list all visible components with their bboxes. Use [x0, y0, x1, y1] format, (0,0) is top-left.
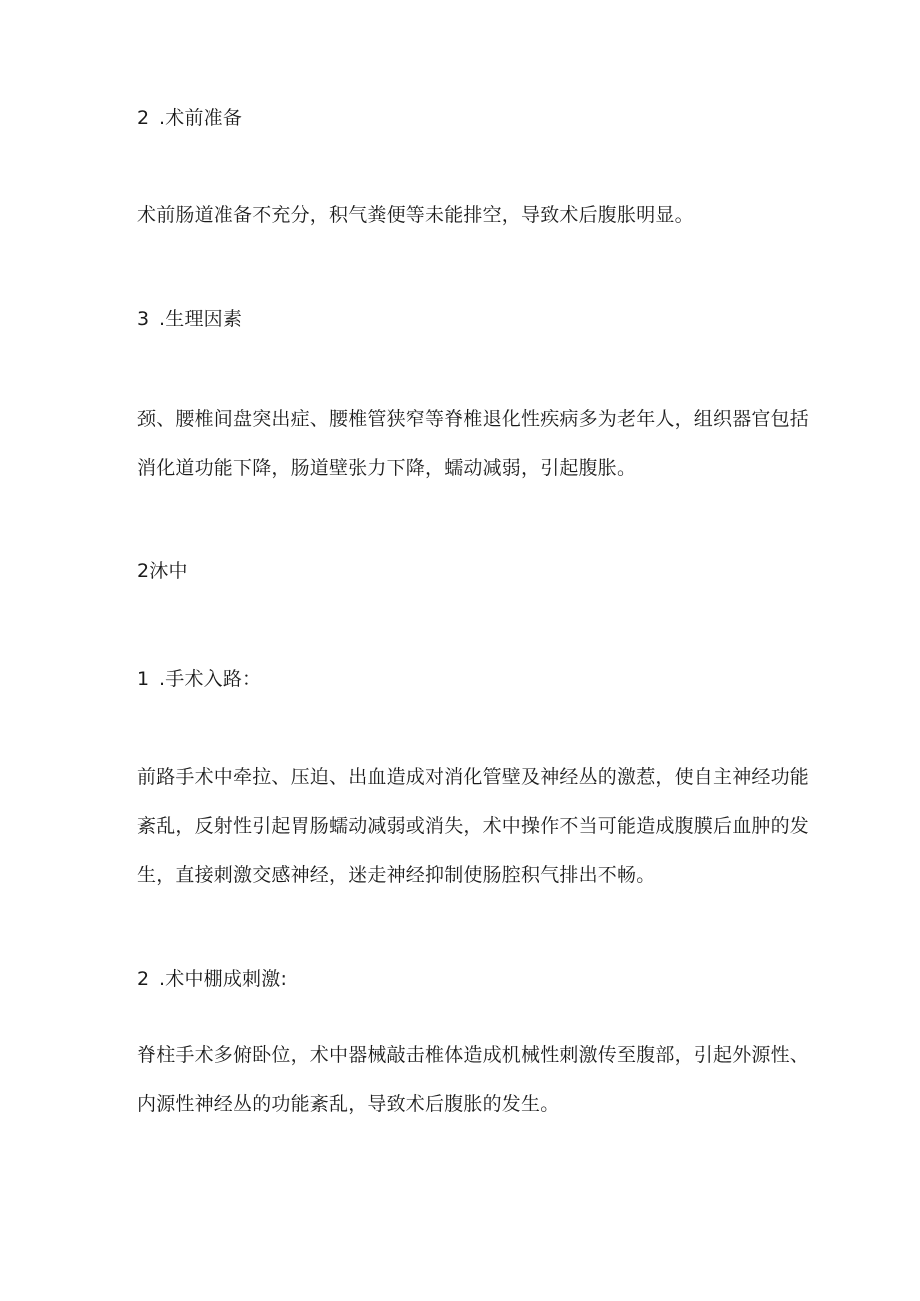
heading-physiological-factors: [137, 307, 242, 331]
paragraph-physiological-line-2: 消化道功能下降，肠道壁张力下降，蠕动减弱，引起腹胀。: [137, 457, 637, 479]
paragraph-preop-preparation: 术前肠道准备不充分，积气粪便等未能排空，导致术后腹胀明显。: [137, 204, 694, 226]
heading-number: 3: [137, 308, 150, 330]
heading-text: .手术入路：: [159, 668, 262, 690]
paragraph-approach-line-1: 前路手术中牵拉、压迫、出血造成对消化管壁及神经丛的激惹，使自主神经功能: [137, 766, 810, 788]
heading-text: .生理因素: [159, 308, 243, 330]
heading-number: 2: [137, 107, 150, 129]
heading-intraop-stimulation: [137, 967, 287, 991]
paragraph-stimulation-line-2: 内源性神经丛的功能紊乱，导致术后腹胀的发生。: [137, 1093, 560, 1115]
heading-number: 2: [137, 968, 150, 990]
paragraph-approach-line-3: 生，直接刺激交感神经，迷走神经抑制使肠腔积气排出不畅。: [137, 864, 656, 886]
paragraph-approach-line-2: 紊乱，反射性引起胃肠蠕动减弱或消失，术中操作不当可能造成腹膜后血肿的发: [137, 815, 810, 837]
heading-number: 1: [137, 668, 150, 690]
heading-preop-preparation: [137, 106, 242, 130]
heading-intraoperative: 2沐中: [137, 560, 188, 582]
paragraph-stimulation-line-1: 脊柱手术多俯卧位，术中器械敲击椎体造成机械性刺激传至腹部，引起外源性、: [137, 1044, 810, 1066]
heading-surgical-approach: [137, 667, 261, 691]
paragraph-physiological-line-1: 颈、腰椎间盘突出症、腰椎管狭窄等脊椎退化性疾病多为老年人，组织器官包括: [137, 408, 810, 430]
heading-text: .术前准备: [159, 107, 243, 129]
heading-text: .术中棚成刺激:: [159, 968, 288, 990]
